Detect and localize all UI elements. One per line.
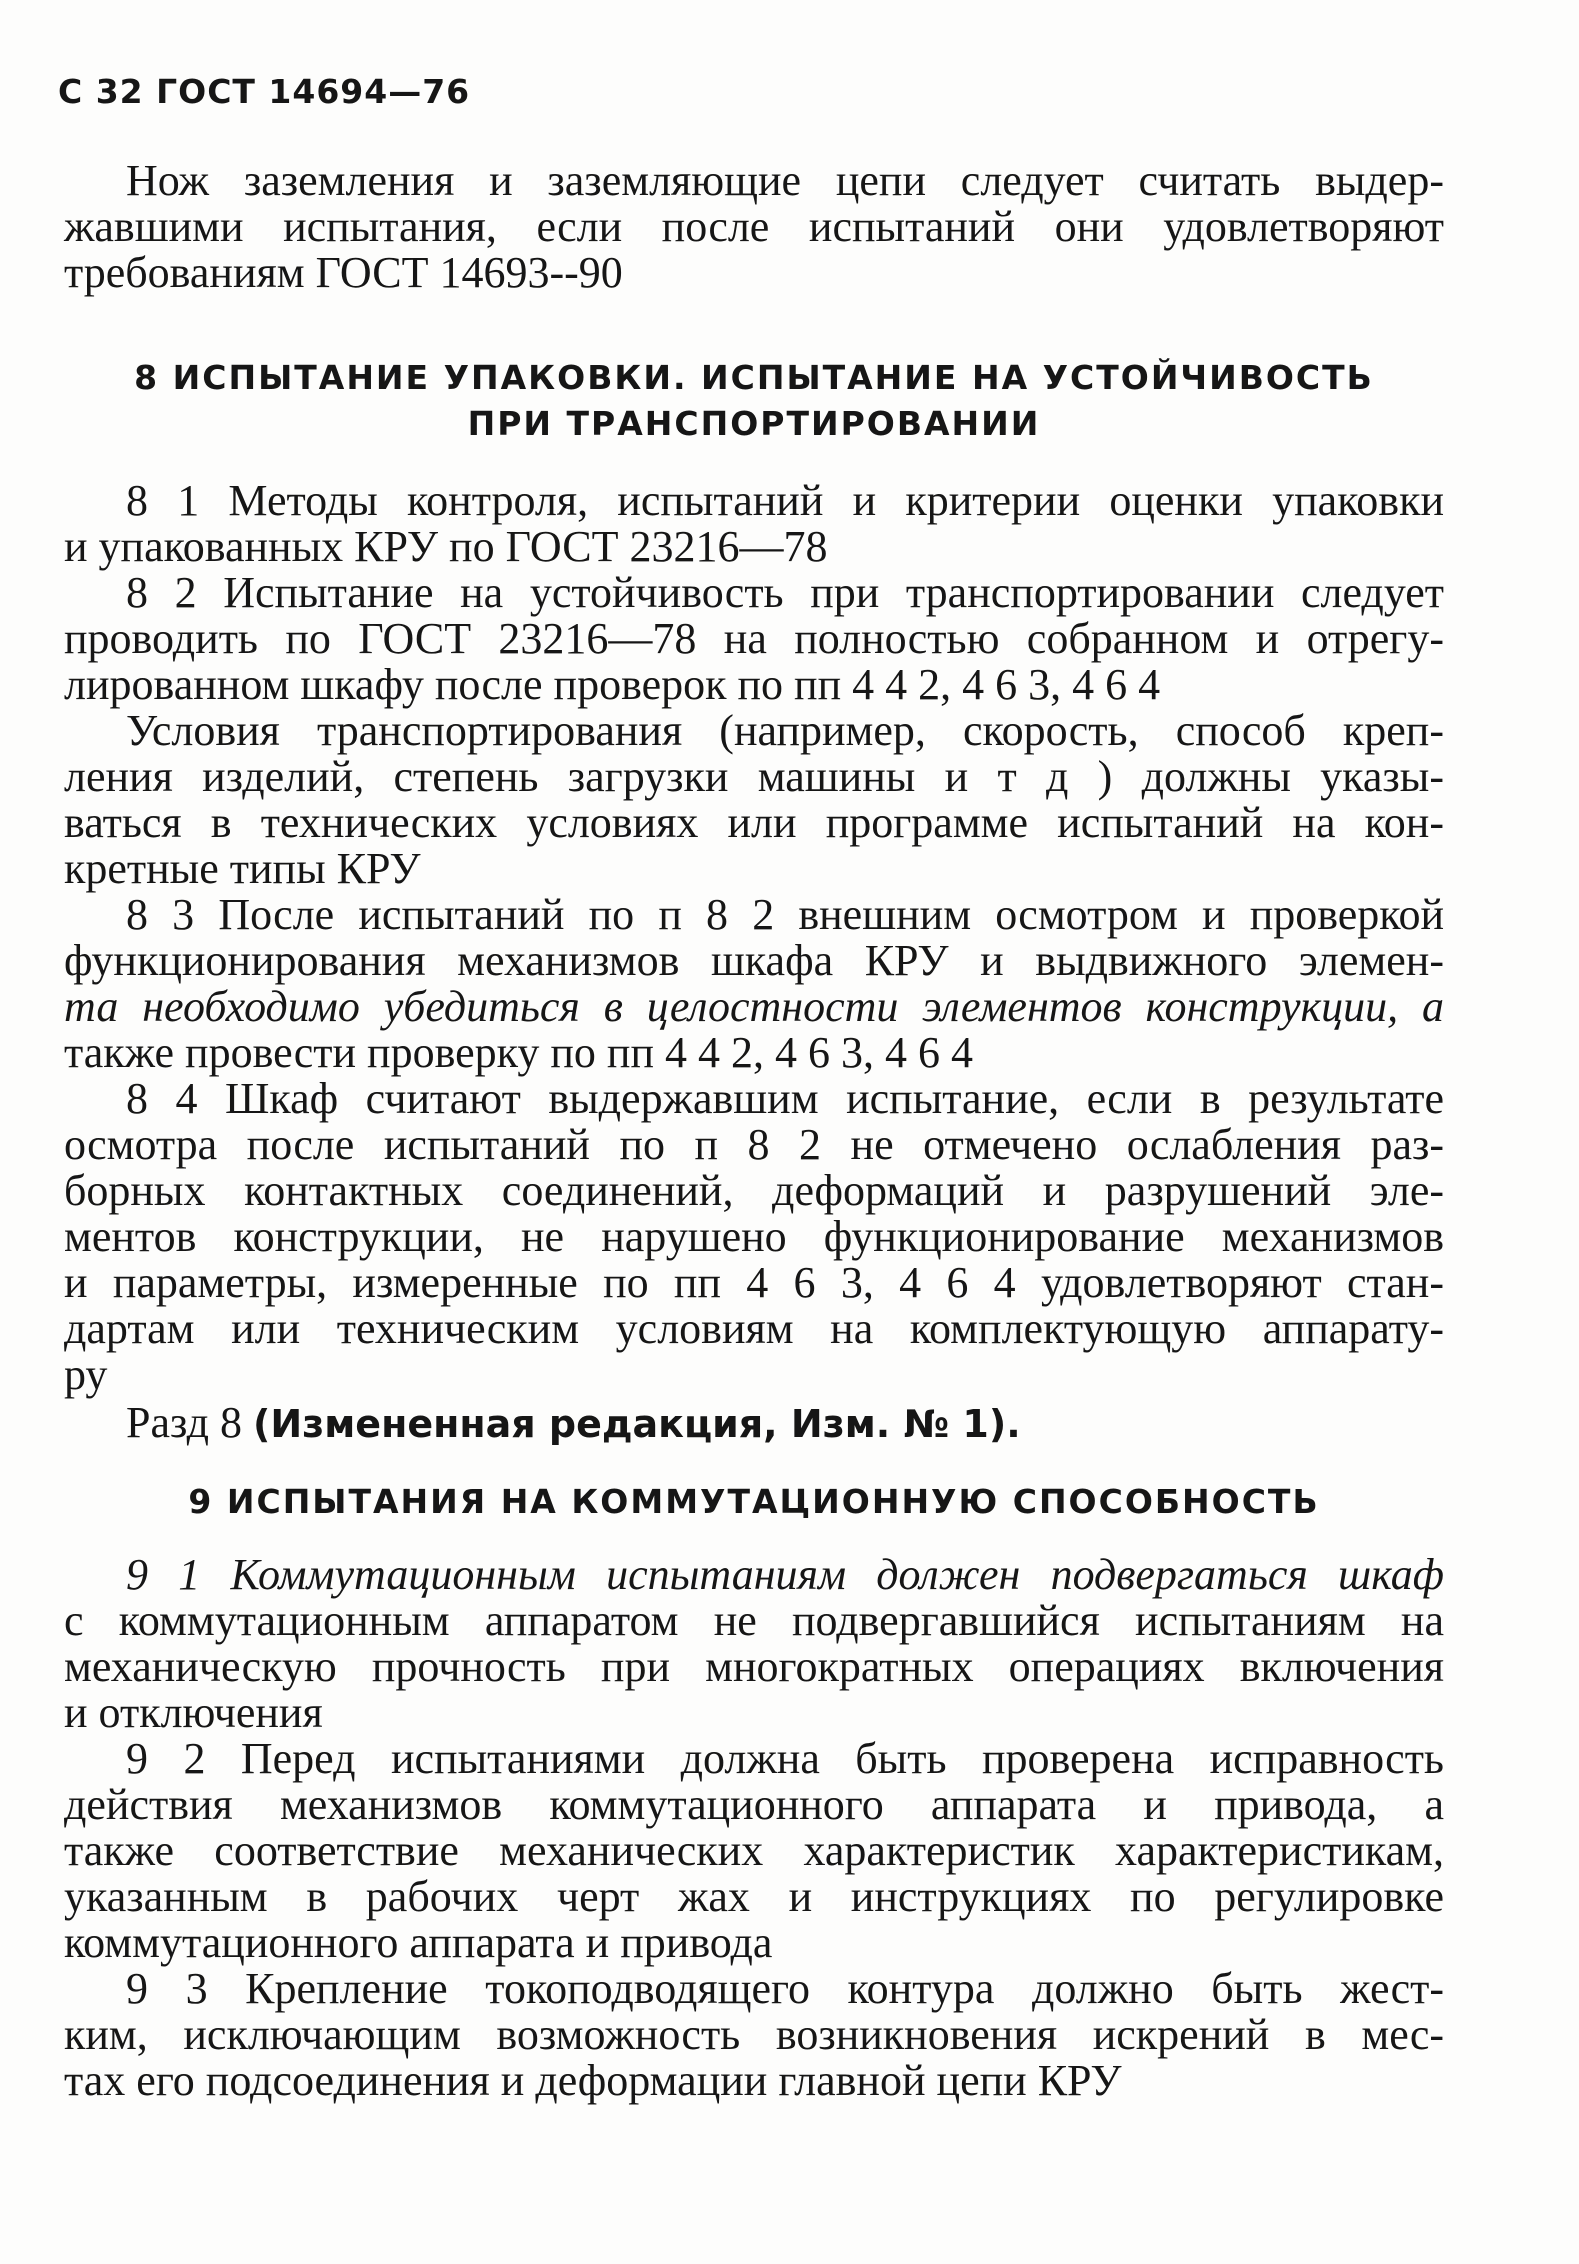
- text-line: действия механизмов коммутационного аппарата и привода, а: [64, 1780, 1444, 1829]
- page-header: С 32 ГОСТ 14694—76: [58, 72, 471, 111]
- text-line: и отключения: [64, 1688, 323, 1737]
- text-line: Нож заземления и заземляющие цепи следует считать выдер-: [126, 156, 1444, 205]
- text-line: механическую прочность при многократных операциях включения: [64, 1642, 1444, 1691]
- text-line: функционирования механизмов шкафа КРУ и выдвижного элемен-: [64, 936, 1444, 985]
- section-heading: ПРИ ТРАНСПОРТИРОВАНИИ: [467, 404, 1041, 443]
- text-line: та необходимо убедиться в целостности элементов конструкции, а: [64, 982, 1444, 1031]
- text-line: лированном шкафу после проверок по пп 4 4 2, 4 6 3, 4 6 4: [64, 660, 1161, 709]
- text-line: 9 2 Перед испытаниями должна быть проверена исправность: [126, 1734, 1444, 1783]
- text-line: Условия транспортирования (например, скорость, способ креп-: [126, 706, 1444, 755]
- text-line: тах его подсоединения и деформации главной цепи КРУ: [64, 2056, 1122, 2105]
- text-line: указанным в рабочих черт жах и инструкциях по регулировке: [64, 1872, 1444, 1921]
- amendment-text: (Измененная редакция, Изм. № 1).: [252, 1402, 1021, 1446]
- section-heading: 9 ИСПЫТАНИЯ НА КОММУТАЦИОННУЮ СПОСОБНОСТЬ: [188, 1482, 1320, 1521]
- text-line: 8 2 Испытание на устойчивость при транспортировании следует: [126, 568, 1444, 617]
- amendment-note: [126, 1400, 1444, 1447]
- text-line: ваться в технических условиях или программе испытаний на кон-: [64, 798, 1444, 847]
- text-line: коммутационного аппарата и привода: [64, 1918, 773, 1967]
- text-line: ления изделий, степень загрузки машины и т д ) должны указы-: [64, 752, 1444, 801]
- text-line: кретные типы КРУ: [64, 844, 421, 893]
- text-line: 8 3 После испытаний по п 8 2 внешним осмотром и проверкой: [126, 890, 1444, 939]
- text-line: дартам или техническим условиям на комплектующую аппарату-: [64, 1304, 1444, 1353]
- text-line: ким, исключающим возможность возникновения искрений в мес-: [64, 2010, 1444, 2059]
- text-line: 9 3 Крепление токоподводящего контура должно быть жест-: [126, 1964, 1444, 2013]
- text-line: требованиям ГОСТ 14693--90: [64, 248, 623, 297]
- section-heading: 8 ИСПЫТАНИЕ УПАКОВКИ. ИСПЫТАНИЕ НА УСТОЙЧИВОСТЬ: [134, 358, 1374, 397]
- text-line: и параметры, измеренные по пп 4 6 3, 4 6 4 удовлетворяют стан-: [64, 1258, 1444, 1307]
- text-line: осмотра после испытаний по п 8 2 не отмечено ослабления раз-: [64, 1120, 1444, 1169]
- text-line: также провести проверку по пп 4 4 2, 4 6 3, 4 6 4: [64, 1028, 974, 1077]
- text-line: 9 1 Коммутационным испытаниям должен подвергаться шкаф: [126, 1550, 1444, 1599]
- text-line: также соответствие механических характеристик характеристикам,: [64, 1826, 1444, 1875]
- text-line: борных контактных соединений, деформаций и разрушений эле-: [64, 1166, 1444, 1215]
- text-line: проводить по ГОСТ 23216—78 на полностью собранном и отрегу-: [64, 614, 1444, 663]
- text-line: и упакованных КРУ по ГОСТ 23216—78: [64, 522, 828, 571]
- text-line: ментов конструкции, не нарушено функционирование механизмов: [64, 1212, 1444, 1261]
- text-line: ру: [64, 1350, 108, 1399]
- text-line: 8 4 Шкаф считают выдержавшим испытание, если в результате: [126, 1074, 1444, 1123]
- text-line: жавшими испытания, если после испытаний они удовлетворяют: [64, 202, 1444, 251]
- amendment-label: Разд 8: [126, 1398, 242, 1447]
- text-line: 8 1 Методы контроля, испытаний и критерии оценки упаковки: [126, 476, 1444, 525]
- text-line: с коммутационным аппаратом не подвергавшийся испытаниям на: [64, 1596, 1444, 1645]
